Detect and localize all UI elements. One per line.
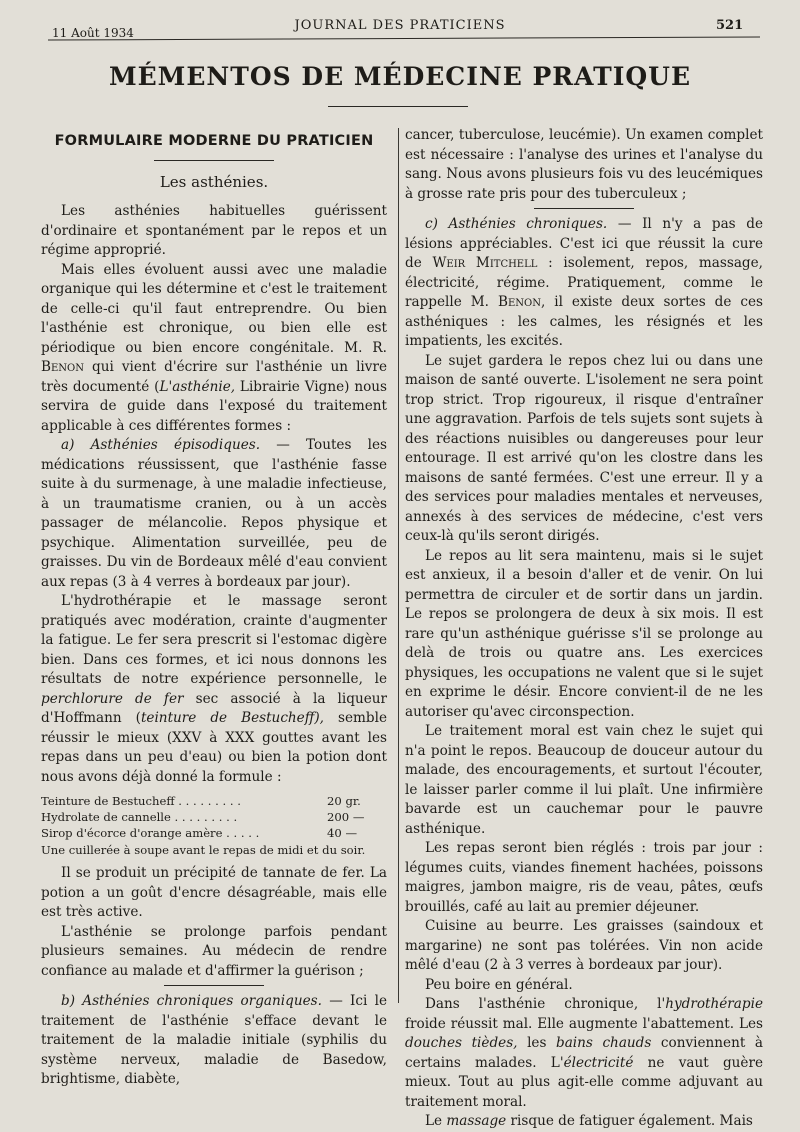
header-journal-name: JOURNAL DES PRATICIENS [294, 18, 506, 33]
paragraph: Le traitement moral est vain chez le sujet qui n'a point le repos. Beaucoup de douceur autour du malade, des encouragements, et surtout l'écouter, le laisser parler comme il lui plaît. Une infirmière bavarde est un cauchemar pour le pauvre asthénique. [405, 723, 763, 837]
paragraph: c) Asthénies chroniques. — Il n'y a pas de lésions appréciables. C'est ici que réussit la cure de Weir Mitchell : isolement, repos, massage, électricité, régime. Pratiquement, comme le rappelle M. Benon, il existe deux sortes de ces asthéniques : les calmes, les résignés et les impatients, les excités. [405, 216, 763, 349]
paragraph: Peu boire en général. [425, 976, 573, 993]
section-rule [154, 160, 274, 161]
author-name: Benon [41, 359, 84, 375]
paragraph: L'asthénie se prolonge parfois pendant plusieurs semaines. Au médecin de rendre confiance au malade et d'affirmer la guérison ; [41, 923, 387, 979]
section-title: FORMULAIRE MODERNE DU PRATICIEN [54, 133, 374, 149]
column-divider [398, 128, 399, 1003]
paragraph: Le sujet gardera le repos chez lui ou dans une maison de santé ouverte. L'isolement ne sera point trop strict. Trop rigoureux, il risque d'entraîner une aggravation. Parfois de tels sujets sont sujets à des réactions nuisibles ou dangereuses pour leur entourage. Il est arrivé qu'on les clostre dans les maisons de santé fermées. C'est une erreur. Il y a des services pour maladies mentales et nerveuses, annexés à des services de médecine, c'est vers ceux-là qu'ils seront dirigés. [405, 352, 763, 544]
formula-block [41, 793, 387, 858]
header-date: 11 Août 1934 [52, 26, 134, 40]
paragraph: Mais elles évoluent aussi avec une maladie organique qui les détermine et c'est le traitement de celle-ci qu'il faut entreprendre. Ou bien l'asthénie est chronique, ou bien elle est périodique ou bien encore congénitale. M. R. Benon qui vient d'écrire sur l'asthénie un livre très documenté (L'asthénie, Librairie Vigne) nous servira de guide dans l'exposé du traitement applicable à ces différentes formes : [41, 261, 387, 434]
right-column [405, 126, 763, 1132]
paragraph: Cuisine au beurre. Les graisses (saindoux et margarine) ne sont pas tolérées. Vin non acide mêlé d'eau (2 à 3 verres à bordeaux par jour). [405, 918, 763, 973]
formula-row: Hydrolate de cannelle . . . . . . . . . 200 — [41, 810, 365, 824]
formula-row: Sirop d'écorce d'orange amère . . . . . 40 — [41, 826, 358, 840]
paragraph: Le massage risque de fatiguer également. Mais [425, 1113, 753, 1129]
paragraph: L'hydrothérapie et le massage seront pratiqués avec modération, crainte d'augmenter la fatigue. Le fer sera prescrit si l'estomac digère bien. Dans ces formes, et ici nous donnons les résultats de notre expérience personnelle, le perchlorure de fer sec associé à la liqueur d'Hoffmann (teinture de Bestucheff), semble réussir le mieux (XXV à XXX gouttes avant les repas dans un peu d'eau) ou bien la potion dont nous avons déjà donné la formule : [41, 593, 388, 785]
paragraph: Le repos au lit sera maintenu, mais si le sujet est anxieux, il a besoin d'aller et de venir. On lui permettra de circuler et de sortir dans un jardin. Le repos se prolongera de deux à six mois. Il est rare qu'un asthénique guérisse s'il se prolonge au delà de trois ou quatre ans. Les exercices physiques, les occupations ne valent que si le sujet en exprime le désir. Encore convient-il de ne les autoriser qu'avec circonspection. [405, 547, 763, 720]
formula-row: Teinture de Bestucheff . . . . . . . . . 20 gr. [41, 794, 361, 808]
paragraph: cancer, tuberculose, leucémie). Un examen complet est nécessaire : l'analyse des urines et l'analyse du sang. Nous avons plusieurs fois vu des leucémiques à grosse rate pris pour des tuberculeux ; [405, 127, 763, 202]
page-title: MÉMENTOS DE MÉDECINE PRATIQUE [108, 62, 692, 91]
author-name: Weir Mitchell [432, 255, 538, 271]
article-subtitle: Les asthénies. [159, 172, 269, 191]
paragraph: Les repas seront bien réglés : trois par jour : légumes cuits, viandes finement hachées, poissons maigres, jambon maigre, ris de veau, pâtes, œufs brouillés, café au lait au premier déjeuner. [405, 840, 763, 915]
paragraph: b) Asthénies chroniques organiques. — Ici le traitement de l'asthénie s'efface devant le traitement de la maladie initiale (syphilis du système nerveux, maladie de Basedow, brightisme, diabète, [41, 993, 388, 1087]
subsection-heading: c) Asthénies chroniques. [425, 216, 608, 232]
subsection-heading: b) Asthénies chroniques organiques. [61, 993, 322, 1009]
author-name: Benon [497, 294, 541, 310]
separator-rule [534, 208, 634, 209]
paragraph: a) Asthénies épisodiques. — Toutes les médications réussissent, que l'asthénie fasse suite à du surmenage, à une maladie infectieuse, à un traumatisme cranien, ou à un accès passager de mélancolie. Repos physique et psychique. Alimentation surveillée, peu de graisses. Du vin de Bordeaux mêlé d'eau convient aux repas (3 à 4 verres à bordeaux par jour). [41, 437, 387, 590]
paragraph: Les asthénies habituelles guérissent d'ordinaire et spontanément par le repos et un régime approprié. [41, 203, 387, 258]
paragraph: Il se produit un précipité de tannate de fer. La potion a un goût d'encre désagréable, mais elle est très active. [41, 865, 387, 920]
header-page-number: 521 [716, 18, 744, 33]
formula-note: Une cuillerée à soupe avant le repas de midi et du soir. [41, 843, 366, 857]
book-title: L'asthénie, [159, 378, 236, 395]
title-rule [328, 106, 468, 107]
header-rule [48, 36, 760, 40]
paragraph: Dans l'asthénie chronique, l'hydrothérapie froide réussit mal. Elle augmente l'abattement. Les douches tièdes, les bains chauds conviennent à certains malades. L'électricité ne vaut guère mieux. Tout au plus agit-elle comme adjuvant au traitement moral. [405, 996, 763, 1110]
left-column [41, 128, 387, 1090]
subsection-heading: a) Asthénies épisodiques. [61, 437, 261, 453]
separator-rule [164, 985, 264, 986]
